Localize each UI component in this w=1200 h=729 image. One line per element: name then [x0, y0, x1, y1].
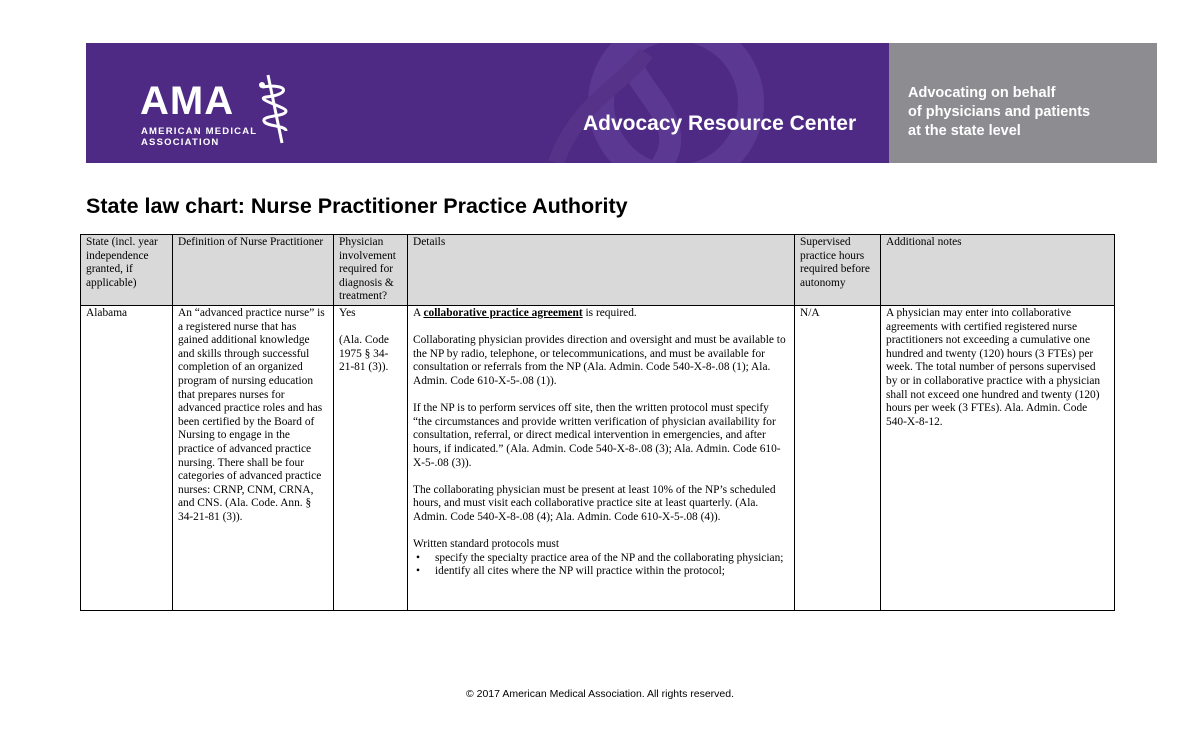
details-intro-prefix: A [413, 306, 424, 319]
list-item [416, 551, 789, 566]
physician-involvement-answer: Yes [339, 306, 356, 319]
caduceus-watermark [486, 43, 886, 163]
table-header-row [81, 235, 1115, 306]
supervised-hours-cell: N/A [795, 305, 881, 610]
collaborative-practice-agreement-link[interactable]: collaborative practice agreement [423, 306, 583, 319]
header-additional-notes: Additional notes [881, 235, 1115, 306]
bullet-icon: • [416, 565, 420, 578]
copyright-footer: © 2017 American Medical Association. All rights reserved. [465, 688, 735, 700]
state-law-table [80, 234, 1115, 611]
details-paragraph-3: The collaborating physician must be present at least 10% of the NP’s scheduled hours, and must visit each collaborative practice site at least quarterly. (Ala. Admin. Code 540-X-8-.08 (4); Ala. Admin. Code 610-X-5-.08 (4)). [413, 483, 776, 523]
details-intro-suffix: is required. [582, 306, 637, 319]
definition-cell: An “advanced practice nurse” is a registered nurse that has gained additional knowledge and skills through successful completion of an organized program of nursing education that prepares nurses for advanced practice roles and has been certified by the Board of Nursing to engage in the practice of advanced practice nursing. There shall be four categories of advanced practice nurses: CRNP, CNM, CRNA, and CNS. (Ala. Code. Ann. § 34-21-81 (3)). [173, 305, 334, 610]
protocols-list [413, 552, 789, 579]
additional-notes-cell: A physician may enter into collaborative agreements with certified registered nurse practitioners not exceeding a cumulative one hundred and twenty (120) hours (3 FTEs) per week. The total number of persons supervised by or in collaborative practice with a physician shall not exceed one hundred and twenty (120) hours per week (3 FTEs). Ala. Admin. Code 540-X-8-12. [881, 305, 1115, 610]
state-cell: Alabama [81, 305, 173, 610]
list-item [416, 565, 789, 579]
header-banner [86, 43, 1157, 163]
protocols-intro: Written standard protocols must [413, 538, 560, 551]
list-item-text: specify the specialty practice area of the NP and the collaborating physician; [435, 551, 784, 564]
physician-involvement-cell [334, 305, 408, 610]
ama-logo-subtext: AMERICAN MEDICAL ASSOCIATION [141, 126, 258, 148]
bullet-icon: • [416, 551, 420, 564]
ama-logo-text: AMA [140, 79, 235, 123]
header-physician-involvement: Physician involvement required for diagnosis & treatment? [334, 235, 408, 306]
header-state: State (incl. year independence granted, if applicable) [81, 235, 173, 306]
list-item-text: identify all cites where the NP will practice within the protocol; [435, 565, 725, 578]
header-supervised-hours: Supervised practice hours required before autonomy [795, 235, 881, 306]
physician-involvement-citation: (Ala. Code 1975 § 34-21-81 (3)). [339, 334, 389, 374]
details-cell [408, 305, 795, 610]
document-title: State law chart: Nurse Practitioner Practice Authority [86, 194, 628, 218]
header-details: Details [408, 235, 795, 306]
details-paragraph-1: Collaborating physician provides direction and oversight and must be available to the NP by radio, telephone, or telecommunications, and must be available for consultation or referrals from the NP (Ala. Admin. Code 540-X-8-.08 (1); Ala. Admin. Code 610-X-5-.08 (1)). [413, 334, 786, 387]
staff-of-asclepius-icon [256, 73, 296, 145]
details-paragraph-2: If the NP is to perform services off site, then the written protocol must specify “the circumstances and provide written verification of physician availability for consultation, referral, or direct medical intervention in emergencies, and after hours, if indicated.” (Ala. Admin. Code 540-X-8-.08 (3); Ala. Admin. Code 610-X-5-.08 (3)). [413, 402, 781, 469]
table-row [81, 305, 1115, 610]
header-definition: Definition of Nurse Practitioner [173, 235, 334, 306]
details-intro [413, 307, 789, 321]
banner-tagline: Advocating on behalf of physicians and patients at the state level [908, 85, 1091, 139]
advocacy-resource-center-title: Advocacy Resource Center [583, 112, 857, 135]
